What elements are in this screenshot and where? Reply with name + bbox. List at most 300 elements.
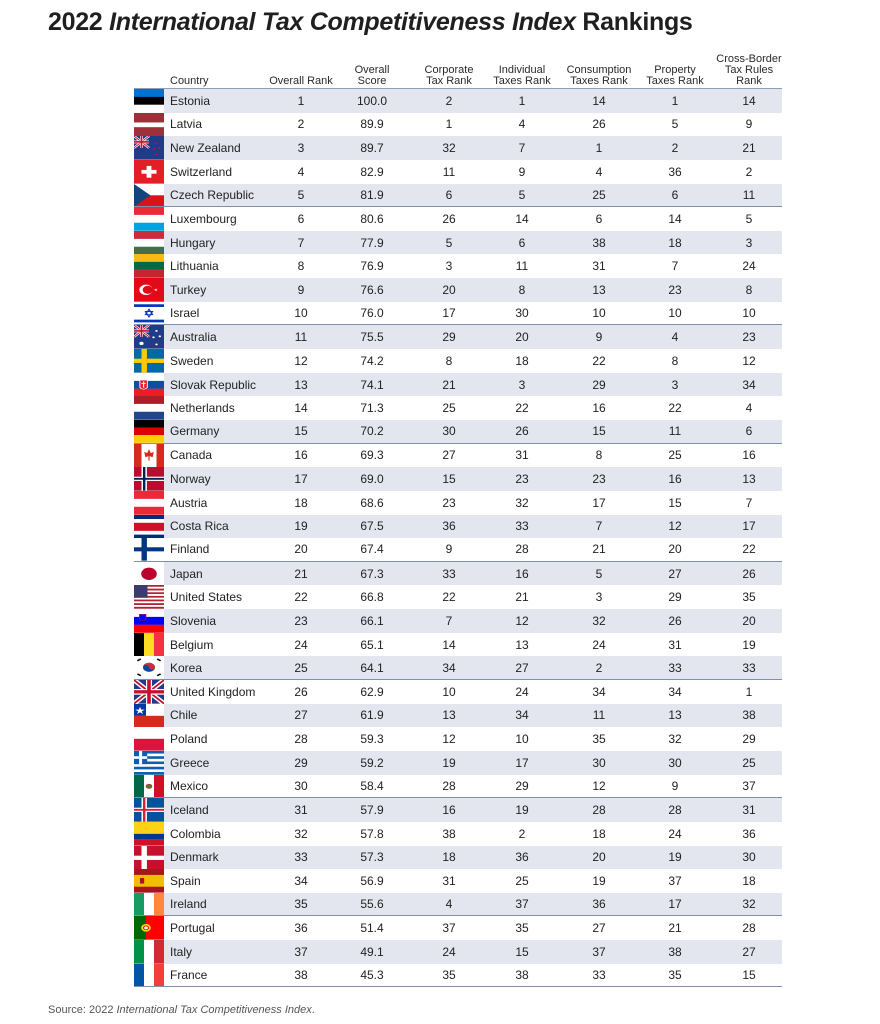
cell-corporate: 6 [445, 187, 453, 202]
cell-overall-score: 57.8 [360, 826, 384, 841]
cell-individual: 23 [515, 472, 529, 487]
cell-corporate: 22 [442, 590, 456, 605]
cell-crossborder: 21 [742, 141, 756, 156]
cell-overall-rank: 6 [297, 212, 305, 227]
finland-flag-icon [134, 538, 164, 561]
cell-crossborder: 18 [742, 873, 756, 888]
estonia-flag-icon [134, 89, 164, 113]
cell-overall-rank: 12 [294, 353, 308, 368]
table-row [134, 727, 782, 751]
cell-property: 6 [671, 187, 679, 202]
cell-consumption: 9 [595, 330, 603, 345]
cell-corporate: 4 [445, 897, 453, 912]
cell-overall-rank: 11 [294, 330, 308, 345]
cell-overall-score: 75.5 [360, 330, 384, 345]
cell-overall-score: 51.4 [360, 921, 384, 936]
cell-crossborder: 23 [742, 330, 756, 345]
table-row [134, 940, 782, 964]
cell-property: 21 [668, 921, 682, 936]
table-row [134, 113, 782, 137]
cell-overall-score: 89.7 [360, 141, 384, 156]
cell-overall-score: 57.3 [360, 850, 384, 865]
cell-corporate: 5 [445, 235, 453, 250]
cell-property: 1 [671, 93, 679, 108]
country-name: Belgium [170, 637, 214, 652]
cell-corporate: 15 [442, 472, 456, 487]
cell-crossborder: 32 [742, 897, 756, 912]
cell-overall-score: 76.6 [360, 282, 384, 297]
cell-crossborder: 12 [742, 353, 756, 368]
greece-flag-icon [134, 751, 164, 775]
turkey-flag-icon [134, 278, 164, 302]
cell-individual: 25 [515, 873, 529, 888]
cell-corporate: 27 [442, 448, 456, 463]
cell-overall-rank: 30 [294, 778, 308, 793]
source-italic: International Tax Competitiveness Index [116, 1004, 312, 1016]
country-name: Germany [170, 424, 220, 439]
header-overall-score [344, 65, 400, 87]
cell-overall-score: 70.2 [360, 424, 384, 439]
cell-consumption: 23 [592, 472, 606, 487]
cell-overall-rank: 19 [294, 519, 308, 534]
cell-overall-score: 69.3 [360, 448, 384, 463]
cell-property: 36 [668, 164, 682, 179]
cell-corporate: 20 [442, 282, 456, 297]
cell-individual: 7 [518, 141, 526, 156]
cell-consumption: 33 [592, 968, 606, 983]
header-line: Corporate [424, 64, 474, 76]
cell-consumption: 16 [592, 401, 606, 416]
cell-overall-score: 82.9 [360, 164, 384, 179]
header-line: Property [654, 64, 696, 76]
cell-consumption: 15 [592, 424, 606, 439]
cell-individual: 11 [515, 259, 529, 274]
table-row [134, 916, 782, 940]
table-row [134, 325, 782, 349]
table-row [134, 420, 782, 444]
cell-property: 32 [668, 732, 682, 747]
cell-crossborder: 22 [742, 542, 756, 557]
cell-overall-rank: 33 [294, 850, 308, 865]
cell-corporate: 28 [442, 778, 456, 793]
cell-consumption: 5 [595, 566, 603, 581]
cell-overall-rank: 26 [294, 684, 308, 699]
cell-overall-score: 81.9 [360, 187, 384, 202]
cell-overall-score: 49.1 [360, 944, 384, 959]
cell-overall-rank: 9 [297, 282, 305, 297]
cell-individual: 21 [515, 590, 529, 605]
cell-overall-rank: 34 [294, 873, 308, 888]
cell-crossborder: 38 [742, 708, 756, 723]
cell-consumption: 35 [592, 732, 606, 747]
cell-property: 28 [668, 803, 682, 818]
cell-property: 2 [671, 141, 679, 156]
cell-property: 10 [668, 306, 682, 321]
country-name: Turkey [170, 282, 207, 297]
norway-flag-icon [134, 467, 164, 491]
cell-individual: 3 [518, 377, 526, 392]
cell-corporate: 23 [442, 495, 456, 510]
cell-individual: 37 [515, 897, 529, 912]
table-row [134, 846, 782, 870]
country-name: Spain [170, 873, 201, 888]
cell-consumption: 10 [592, 306, 606, 321]
cell-corporate: 13 [442, 708, 456, 723]
cell-consumption: 20 [592, 850, 606, 865]
cell-property: 33 [668, 660, 682, 675]
table-row [134, 136, 782, 160]
cell-consumption: 38 [592, 235, 606, 250]
cell-consumption: 11 [592, 708, 606, 723]
cell-individual: 26 [515, 424, 529, 439]
cell-overall-rank: 4 [297, 164, 305, 179]
cell-consumption: 36 [592, 897, 606, 912]
canada-flag-icon [134, 444, 164, 468]
cell-corporate: 26 [442, 212, 456, 227]
table-row [134, 964, 782, 988]
cell-overall-rank: 21 [294, 566, 308, 581]
cell-corporate: 34 [442, 660, 456, 675]
page-title [48, 8, 693, 37]
israel-flag-icon [134, 302, 164, 325]
cell-overall-score: 61.9 [360, 708, 384, 723]
country-name: Slovak Republic [170, 377, 257, 392]
cell-overall-score: 64.1 [360, 660, 384, 675]
country-name: United Kingdom [170, 684, 256, 699]
country-name: Korea [170, 660, 203, 675]
chile-flag-icon [134, 704, 164, 728]
header-line: Cross-Border [716, 53, 782, 65]
cell-consumption: 21 [592, 542, 606, 557]
cell-corporate: 33 [442, 566, 456, 581]
country-name: France [170, 968, 208, 983]
cell-overall-rank: 18 [294, 495, 308, 510]
cell-overall-rank: 5 [297, 187, 305, 202]
cell-property: 15 [668, 495, 682, 510]
cell-individual: 22 [515, 401, 529, 416]
cell-corporate: 31 [442, 873, 456, 888]
cell-consumption: 18 [592, 826, 606, 841]
table-row [134, 633, 782, 657]
table-row [134, 656, 782, 680]
cell-corporate: 10 [442, 684, 456, 699]
cell-crossborder: 29 [742, 732, 756, 747]
country-name: Slovenia [170, 613, 217, 628]
cell-overall-rank: 25 [294, 660, 308, 675]
cell-property: 35 [668, 968, 682, 983]
header-line: Individual [498, 64, 546, 76]
country-name: Chile [170, 708, 198, 723]
cell-overall-rank: 38 [294, 968, 308, 983]
cell-overall-rank: 29 [294, 755, 308, 770]
cell-consumption: 29 [592, 377, 606, 392]
cell-overall-score: 59.3 [360, 732, 384, 747]
cell-crossborder: 17 [742, 519, 756, 534]
cell-overall-rank: 36 [294, 921, 308, 936]
cell-crossborder: 34 [742, 377, 756, 392]
table-row [134, 680, 782, 704]
cell-consumption: 19 [592, 873, 606, 888]
cell-corporate: 37 [442, 921, 456, 936]
cell-property: 38 [668, 944, 682, 959]
mexico-flag-icon [134, 775, 164, 798]
cell-overall-rank: 17 [294, 472, 308, 487]
table-row [134, 822, 782, 846]
cell-overall-score: 89.9 [360, 117, 384, 132]
table-row [134, 89, 782, 113]
cell-individual: 13 [515, 637, 529, 652]
switzerland-flag-icon [134, 160, 164, 184]
table-row [134, 704, 782, 728]
header-property [642, 65, 708, 87]
cell-property: 30 [668, 755, 682, 770]
rankings-table [134, 52, 782, 987]
cell-individual: 5 [518, 187, 526, 202]
cell-crossborder: 3 [745, 235, 753, 250]
cell-crossborder: 10 [742, 306, 756, 321]
cell-overall-score: 59.2 [360, 755, 384, 770]
cell-crossborder: 9 [745, 117, 753, 132]
country-name: Greece [170, 755, 210, 770]
table-row [134, 444, 782, 468]
cell-overall-rank: 35 [294, 897, 308, 912]
cell-corporate: 35 [442, 968, 456, 983]
cell-individual: 31 [515, 448, 529, 463]
cell-individual: 38 [515, 968, 529, 983]
country-name: Australia [170, 330, 217, 345]
cell-overall-rank: 27 [294, 708, 308, 723]
costa-rica-flag-icon [134, 515, 164, 539]
cell-individual: 30 [515, 306, 529, 321]
cell-corporate: 36 [442, 519, 456, 534]
title-suffix: Rankings [582, 8, 693, 36]
cell-consumption: 37 [592, 944, 606, 959]
cell-property: 17 [668, 897, 682, 912]
table-row [134, 254, 782, 278]
cell-individual: 27 [515, 660, 529, 675]
cell-overall-rank: 1 [297, 93, 305, 108]
header-line: Consumption [566, 64, 632, 76]
germany-flag-icon [134, 420, 164, 443]
cell-individual: 6 [518, 235, 526, 250]
cell-individual: 28 [515, 542, 529, 557]
sweden-flag-icon [134, 349, 164, 373]
cell-crossborder: 28 [742, 921, 756, 936]
cell-crossborder: 8 [745, 282, 753, 297]
cell-property: 23 [668, 282, 682, 297]
source-note [48, 1004, 315, 1016]
cell-property: 19 [668, 850, 682, 865]
cell-overall-score: 76.9 [360, 259, 384, 274]
cell-crossborder: 5 [745, 212, 753, 227]
cell-overall-score: 100.0 [356, 93, 388, 108]
cell-crossborder: 25 [742, 755, 756, 770]
cell-overall-score: 71.3 [360, 401, 384, 416]
cell-corporate: 3 [445, 259, 453, 274]
cell-individual: 35 [515, 921, 529, 936]
cell-overall-rank: 22 [294, 590, 308, 605]
cell-crossborder: 26 [742, 566, 756, 581]
header-line: Tax Rules [724, 64, 774, 76]
country-name: Finland [170, 542, 210, 557]
cell-individual: 18 [515, 353, 529, 368]
country-name: Switzerland [170, 164, 233, 179]
table-row [134, 467, 782, 491]
cell-property: 12 [668, 519, 682, 534]
cell-crossborder: 30 [742, 850, 756, 865]
cell-property: 7 [671, 259, 679, 274]
cell-overall-score: 65.1 [360, 637, 384, 652]
italy-flag-icon [134, 940, 164, 964]
cell-property: 34 [668, 684, 682, 699]
header-individual [488, 65, 556, 87]
country-name: Estonia [170, 93, 211, 108]
cell-corporate: 8 [445, 353, 453, 368]
cell-corporate: 25 [442, 401, 456, 416]
cell-overall-score: 77.9 [360, 235, 384, 250]
cell-consumption: 22 [592, 353, 606, 368]
cell-overall-score: 56.9 [360, 873, 384, 888]
country-name: Costa Rica [170, 519, 229, 534]
cell-crossborder: 35 [742, 590, 756, 605]
cell-property: 26 [668, 613, 682, 628]
country-name: Portugal [170, 921, 215, 936]
title-year: 2022 [48, 8, 103, 36]
table-row [134, 538, 782, 562]
austria-flag-icon [134, 491, 164, 515]
table-row [134, 160, 782, 184]
cell-individual: 1 [518, 93, 526, 108]
table-row [134, 396, 782, 420]
cell-overall-score: 58.4 [360, 778, 384, 793]
cell-overall-rank: 23 [294, 613, 308, 628]
table-row [134, 302, 782, 326]
cell-consumption: 34 [592, 684, 606, 699]
country-name: Latvia [170, 117, 203, 132]
cell-crossborder: 1 [745, 684, 753, 699]
cell-crossborder: 36 [742, 826, 756, 841]
cell-individual: 14 [515, 212, 529, 227]
country-name: Austria [170, 495, 208, 510]
header-line: Taxes Rank [493, 75, 551, 87]
header-line: Tax Rank [426, 75, 472, 87]
cell-crossborder: 2 [745, 164, 753, 179]
cell-overall-rank: 7 [297, 235, 305, 250]
cell-overall-score: 62.9 [360, 684, 384, 699]
cell-individual: 34 [515, 708, 529, 723]
cell-individual: 24 [515, 684, 529, 699]
cell-corporate: 1 [445, 117, 453, 132]
cell-consumption: 7 [595, 519, 603, 534]
cell-overall-rank: 8 [297, 259, 305, 274]
cell-property: 29 [668, 590, 682, 605]
belgium-flag-icon [134, 633, 164, 657]
country-name: Sweden [170, 353, 214, 368]
country-name: Denmark [170, 850, 219, 865]
table-row [134, 515, 782, 539]
cell-crossborder: 24 [742, 259, 756, 274]
cell-consumption: 30 [592, 755, 606, 770]
cell-crossborder: 7 [745, 495, 753, 510]
cell-consumption: 1 [595, 141, 603, 156]
header-overall-rank [261, 76, 341, 87]
table-row [134, 609, 782, 633]
header-line: Overall Rank [269, 75, 333, 87]
united-kingdom-flag-icon [134, 680, 164, 704]
cell-consumption: 14 [592, 93, 606, 108]
header-corporate [416, 65, 482, 87]
spain-flag-icon [134, 869, 164, 893]
cell-crossborder: 31 [742, 803, 756, 818]
cell-crossborder: 19 [742, 637, 756, 652]
table-row [134, 751, 782, 775]
cell-overall-score: 76.0 [360, 306, 384, 321]
cell-overall-score: 45.3 [360, 968, 384, 983]
cell-individual: 9 [518, 164, 526, 179]
cell-crossborder: 16 [742, 448, 756, 463]
cell-individual: 16 [515, 566, 529, 581]
cell-consumption: 28 [592, 803, 606, 818]
cell-crossborder: 13 [742, 472, 756, 487]
cell-crossborder: 15 [742, 968, 756, 983]
header-line: Overall [354, 64, 390, 76]
table-row [134, 278, 782, 302]
country-name: Hungary [170, 235, 216, 250]
cell-individual: 15 [515, 944, 529, 959]
cell-corporate: 32 [442, 141, 456, 156]
cell-corporate: 38 [442, 826, 456, 841]
cell-overall-rank: 31 [294, 803, 308, 818]
cell-property: 14 [668, 212, 682, 227]
cell-consumption: 6 [595, 212, 603, 227]
latvia-flag-icon [134, 113, 164, 137]
cell-corporate: 29 [442, 330, 456, 345]
source-prefix: Source: 2022 [48, 1004, 117, 1016]
cell-overall-score: 67.5 [360, 519, 384, 534]
cell-consumption: 4 [595, 164, 603, 179]
cell-overall-score: 74.1 [360, 377, 384, 392]
table-row [134, 585, 782, 609]
table-body [134, 89, 782, 987]
country-name: Mexico [170, 778, 209, 793]
cell-overall-score: 67.3 [360, 566, 384, 581]
header-consumption [560, 65, 638, 87]
cell-property: 31 [668, 637, 682, 652]
united-states-flag-icon [134, 585, 164, 609]
source-suffix: . [311, 1004, 315, 1016]
cell-corporate: 9 [445, 542, 453, 557]
cell-overall-rank: 13 [294, 377, 308, 392]
cell-individual: 10 [515, 732, 529, 747]
slovak-republic-flag-icon [134, 373, 164, 397]
table-row [134, 798, 782, 822]
cell-overall-rank: 24 [294, 637, 308, 652]
cell-overall-rank: 3 [297, 141, 305, 156]
header-line: Score [357, 75, 387, 87]
cell-individual: 33 [515, 519, 529, 534]
cell-crossborder: 27 [742, 944, 756, 959]
country-name: Poland [170, 732, 208, 747]
cell-corporate: 18 [442, 850, 456, 865]
country-name: Israel [170, 306, 200, 321]
cell-property: 37 [668, 873, 682, 888]
cell-property: 20 [668, 542, 682, 557]
cell-crossborder: 20 [742, 613, 756, 628]
cell-consumption: 3 [595, 590, 603, 605]
netherlands-flag-icon [134, 396, 164, 420]
country-name: Iceland [170, 803, 209, 818]
cell-corporate: 7 [445, 613, 453, 628]
